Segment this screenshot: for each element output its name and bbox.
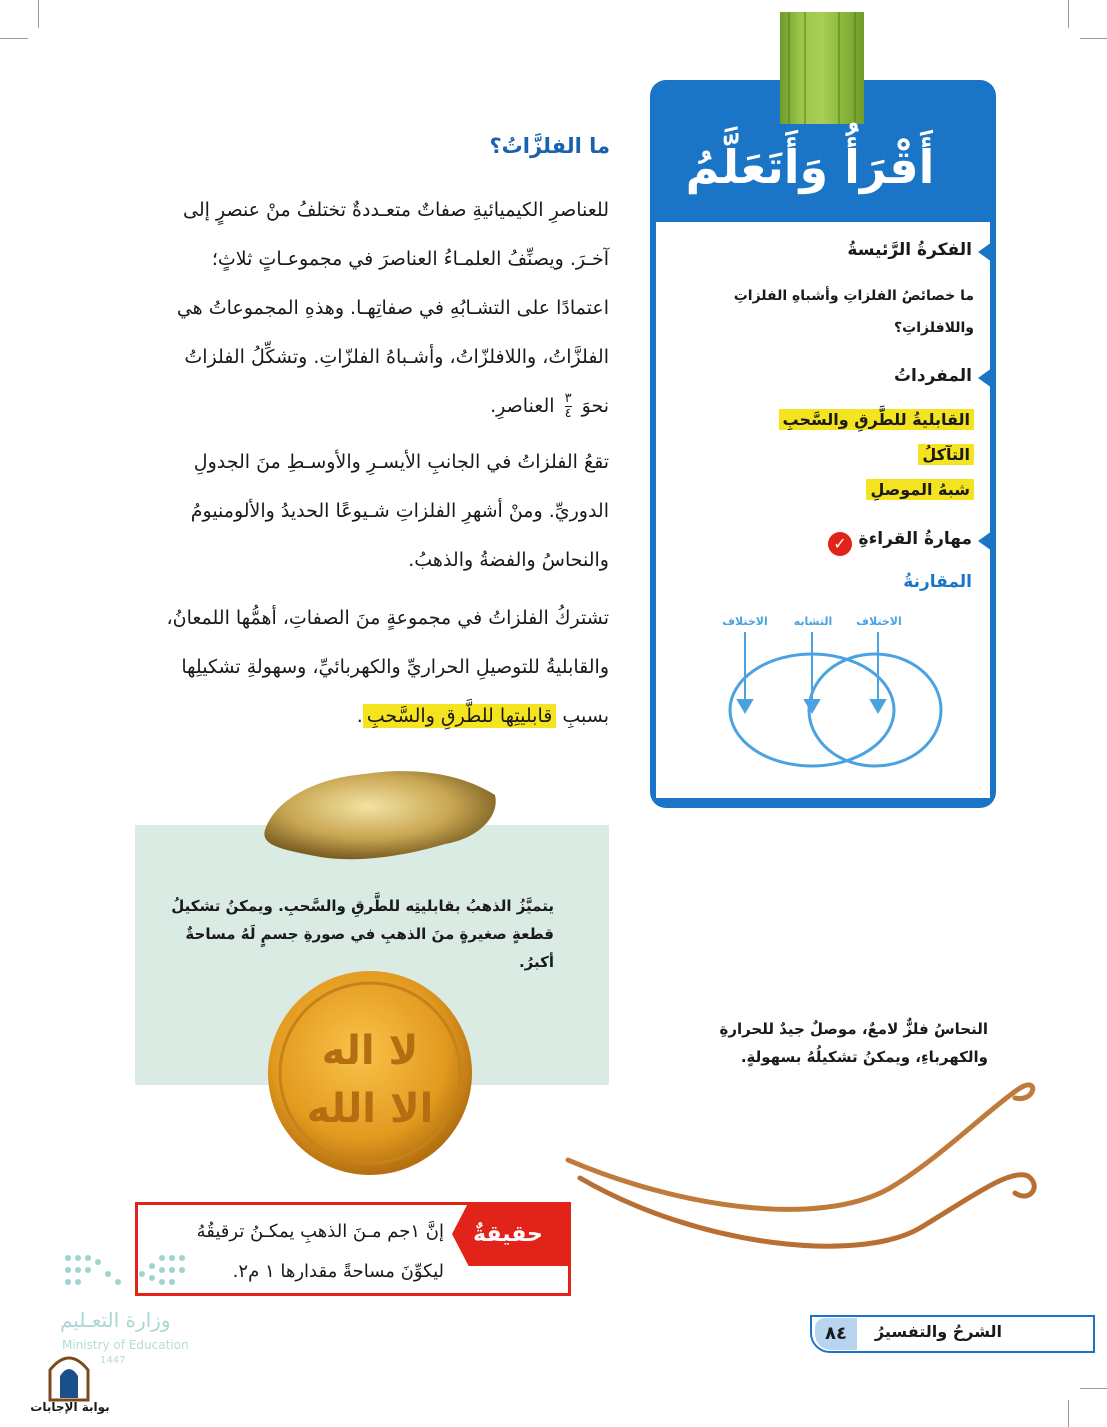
checkmark-icon: ✓	[828, 532, 852, 556]
section-heading: ما الفلزَّاتُ؟	[489, 134, 610, 158]
reading-skill: المقارنةُ	[903, 572, 972, 592]
fact-text: إنَّ ١جم مـنَ الذهبِ يمكـنُ ترقيقُهُ ليكوِّنَ مساحةً مقدارها ١ م٢.	[196, 1221, 444, 1282]
footer-section-label: الشرحُ والتفسيرُ	[874, 1322, 1002, 1341]
fact-label: حقيقةٌ	[473, 1222, 543, 1247]
venn-label: الاختلاف	[722, 615, 768, 628]
paragraph-3: تشتركُ الفلزاتُ في مجموعةٍ منَ الصفاتِ، أهمُّها اللمعانُ، والقابليةُ للتوصيلِ الحراريِّ والكهربائيِّ، وسهولةِ تشكيلِها بسببِ قابليتِها للطَّرقِ والسَّحبِ.	[166, 607, 609, 727]
vocab-item: شبهُ الموصلِ	[820, 480, 974, 499]
bullet-icon	[978, 368, 992, 388]
crop-mark	[0, 38, 28, 39]
gold-caption: يتميَّزُ الذهبُ بقابليتِه للطَّرقِ والسَّحبِ. ويمكنُ تشكيلُ قطعةٍ صغيرةٍ منَ الذهبِ في صورةِ جسمٍ لَهُ مساحةٌ أكبرُ.	[171, 897, 554, 971]
crop-mark	[38, 0, 39, 28]
ministry-year: 1447	[100, 1355, 126, 1366]
vocab-item: التآكلُ	[840, 445, 974, 464]
crop-mark	[1080, 1388, 1107, 1389]
copper-caption: النحاسُ فلزٌّ لامعٌ، موصلٌ جيدٌ للحرارةِ والكهرباءِ، ويمكنُ تشكيلُهُ بسهولةٍ.	[719, 1020, 988, 1066]
bullet-icon	[978, 242, 992, 262]
bookmark-ribbon	[780, 12, 864, 124]
vocab-item: القابليةُ للطَّرقِ والسَّحبِ	[740, 410, 974, 429]
ministry-logo-icon	[60, 1250, 200, 1300]
venn-diagram	[670, 610, 960, 780]
main-idea-text: ما خصائصُ الفلزاتِ وأشباهِ الفلزاتِ واللافلزاتِ؟	[733, 288, 974, 336]
panel-title: أَقْرَأُ وَأَتَعَلَّمُ	[685, 140, 935, 194]
coin-inscription: لا اله الا الله	[306, 1028, 434, 1132]
venn-label: الاختلاف	[856, 615, 902, 628]
fraction: ٣ ٤	[564, 391, 572, 421]
site-name: بوابة الإجابات	[30, 1400, 110, 1414]
bullet-icon	[978, 531, 992, 551]
crop-mark	[1068, 0, 1069, 28]
paragraph-2: تقعُ الفلزاتُ في الجانبِ الأيسـرِ والأوسـطِ منَ الجدولِ الدوريِّ. ومنْ أشهرِ الفلزاتِ شـيوعًا الحديدُ والألومنيومُ والنحاسُ والفضةُ والذهبُ.	[190, 451, 609, 571]
venn-label: التشابه	[793, 615, 833, 628]
copper-wire-image	[560, 1068, 1045, 1278]
gold-nugget-image	[255, 760, 505, 870]
paragraph-1: للعناصرِ الكيميائيةِ صفاتٌ متعـددةٌ تختلفُ منْ عنصرٍ إلى آخـرَ. ويصنِّفُ العلمـاءُ العناصرَ في مجموعـاتٍ ثلاثٍ؛ اعتمادًا على التشـابُهِ في صفاتِهـا. وهذهِ المجموعاتُ هي الفلزَّاتُ، واللافلزّاتُ، وأشـباهُ الفلزّاتِ. وتشكِّلُ الفلزاتُ نحوَ ٣ ٤ العناصرِ.	[176, 199, 609, 421]
ministry-name: وزارة التعـليم	[60, 1308, 171, 1332]
crop-mark	[1068, 1400, 1069, 1427]
site-logo-icon	[46, 1348, 92, 1402]
main-idea-heading: الفكرةُ الرَّئيسةُ	[847, 240, 972, 260]
page-number: ٨٤	[815, 1318, 857, 1350]
reading-skill-heading: مهارةُ القراءةِ	[858, 529, 972, 549]
highlighted-term: قابليتِها للطَّرقِ والسَّحبِ	[363, 704, 557, 728]
vocab-heading: المفرداتُ	[893, 366, 972, 386]
ministry-name-en: Ministry of Education	[62, 1338, 189, 1352]
crop-mark	[1080, 38, 1107, 39]
